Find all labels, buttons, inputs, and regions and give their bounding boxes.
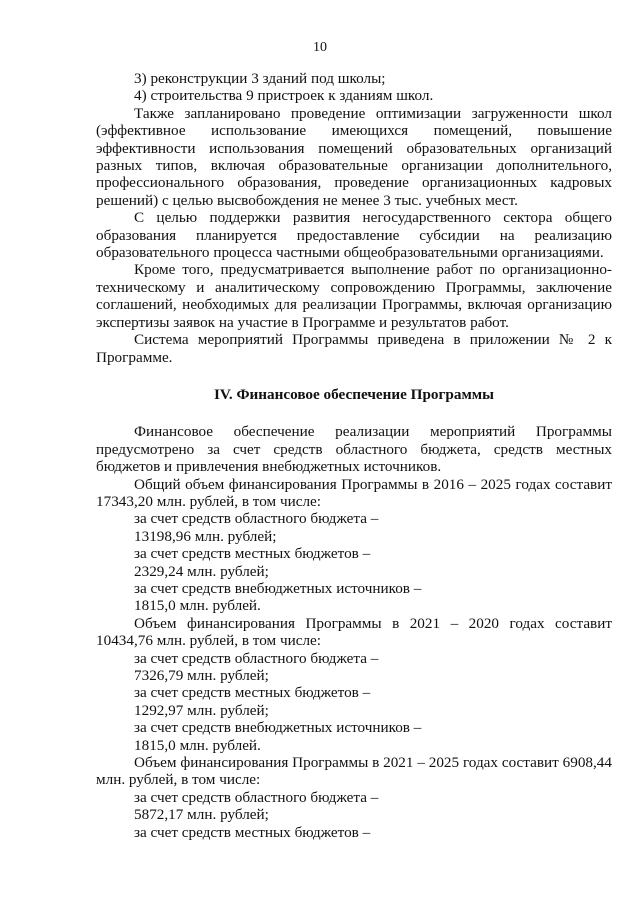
paragraph: Кроме того, предусматривается выполнение работ по организационно-техническому и аналитическому сопровождению Программы, заключение соглашений, необходимых для реализации Программы, включая организацию экспертизы заявок на участие в Программе и результатов работ. bbox=[96, 261, 612, 331]
paragraph: Финансовое обеспечение реализации мероприятий Программы предусмотрено за счет средств областного бюджета, средств местных бюджетов и привлечения внебюджетных источников. bbox=[96, 423, 612, 476]
list-item: 2329,24 млн. рублей; bbox=[134, 562, 269, 580]
section-heading: IV. Финансовое обеспечение Программы bbox=[213, 385, 495, 403]
paragraph: Также запланировано проведение оптимизации загруженности школ (эффективное использование имеющихся помещений, повышение эффективности использования помещений образовательных организаций разных типов, включая образовательные организации дополнительного, профессионального образования, проведение организационных кадровых решений) с целью высвобождения не менее 3 тыс. учебных мест. bbox=[96, 104, 612, 209]
list-item: 1292,97 млн. рублей; bbox=[134, 701, 269, 719]
page-number: 10 bbox=[313, 40, 327, 55]
list-item: за счет средств внебюджетных источников – bbox=[134, 579, 422, 597]
list-item: за счет средств областного бюджета – bbox=[134, 649, 379, 667]
list-item: за счет средств местных бюджетов – bbox=[134, 823, 371, 841]
list-item: за счет средств местных бюджетов – bbox=[134, 545, 371, 563]
paragraph: Объем финансирования Программы в 2021 – 2020 годах составит 10434,76 млн. рублей, в том числе: bbox=[96, 614, 612, 650]
list-item: 5872,17 млн. рублей; bbox=[134, 806, 269, 824]
document-body bbox=[96, 70, 612, 841]
list-item: за счет средств внебюджетных источников – bbox=[134, 719, 422, 737]
paragraph: Общий объем финансирования Программы в 2016 – 2025 годах составит 17343,20 млн. рублей, в том числе: bbox=[96, 475, 612, 510]
list-item: 4) строительства 9 пристроек к зданиям школ. bbox=[134, 87, 434, 105]
list-item: 1815,0 млн. рублей. bbox=[134, 597, 261, 615]
paragraph: Объем финансирования Программы в 2021 – 2025 годах составит 6908,44 млн. рублей, в том числе: bbox=[96, 754, 612, 789]
list-item: 13198,96 млн. рублей; bbox=[134, 527, 277, 545]
list-item: 1815,0 млн. рублей. bbox=[134, 736, 261, 754]
list-item: за счет средств местных бюджетов – bbox=[134, 684, 371, 702]
list-item: 3) реконструкции 3 зданий под школы; bbox=[134, 70, 386, 87]
list-item: за счет средств областного бюджета – bbox=[134, 510, 379, 528]
paragraph: Система мероприятий Программы приведена в приложении № 2 к Программе. bbox=[96, 331, 612, 366]
list-item: 7326,79 млн. рублей; bbox=[134, 667, 269, 684]
paragraph: С целью поддержки развития негосударственного сектора общего образования планируется предоставление субсидии на реализацию образовательного процесса частными общеобразовательными организациями. bbox=[96, 209, 612, 262]
list-item: за счет средств областного бюджета – bbox=[134, 788, 379, 806]
